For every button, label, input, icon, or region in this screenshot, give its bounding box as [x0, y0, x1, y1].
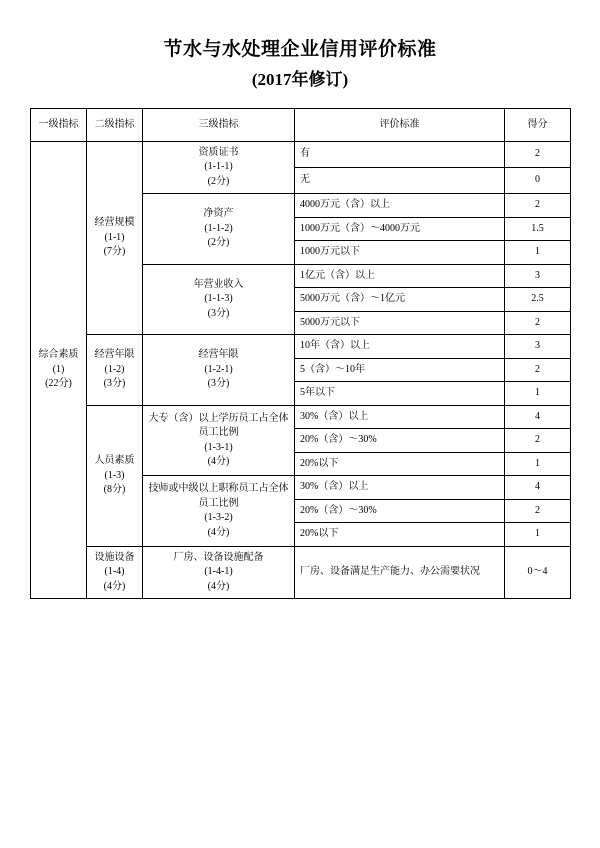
criteria-cell: 20%以下: [295, 523, 505, 547]
criteria-cell: 5000万元（含）～1亿元: [295, 288, 505, 312]
table-row: [31, 141, 571, 167]
level2-cell-personnel-quality: [87, 405, 143, 546]
level2-line: (7分): [103, 246, 126, 258]
level2-line: (8分): [103, 484, 126, 496]
score-cell: 2: [505, 358, 571, 382]
score-cell: 2.5: [505, 288, 571, 312]
level3-cell-annual-revenue: [143, 264, 295, 335]
level3-line: 员工比例: [198, 427, 239, 439]
score-cell: 2: [505, 194, 571, 218]
level3-line: (1-1-2): [204, 222, 233, 234]
criteria-cell: 20%（含）～30%: [295, 499, 505, 523]
score-cell: 2: [505, 499, 571, 523]
criteria-cell: 5年以下: [295, 382, 505, 406]
level2-line: 设施设备: [94, 551, 135, 563]
page-title: 节水与水处理企业信用评价标准: [163, 39, 437, 60]
column-header-level3: 三级指标: [143, 108, 295, 141]
score-cell: 3: [505, 335, 571, 359]
level3-line: (3分): [207, 307, 230, 319]
level3-line: 大专（含）以上学历员工占全体: [148, 412, 289, 424]
level3-line: (1-1-3): [204, 293, 233, 305]
level2-cell-business-scale: [87, 141, 143, 335]
score-cell: 2: [505, 311, 571, 335]
level3-line: (4分): [207, 526, 230, 538]
document-title-block: [30, 0, 570, 91]
level1-line: 综合素质: [38, 349, 79, 361]
level3-line: 年营业收入: [193, 278, 244, 290]
level2-line: (1-2): [104, 363, 125, 375]
criteria-cell: 30%（含）以上: [295, 476, 505, 500]
score-cell: 3: [505, 264, 571, 288]
criteria-cell: 厂房、设备满足生产能力、办公需要状况: [295, 546, 505, 599]
criteria-cell: 20%（含）～30%: [295, 429, 505, 453]
level3-cell-education-ratio: [143, 405, 295, 476]
score-cell: 4: [505, 476, 571, 500]
criteria-cell: 30%（含）以上: [295, 405, 505, 429]
column-header-level2: 二级指标: [87, 108, 143, 141]
score-cell: 4: [505, 405, 571, 429]
level3-line: 厂房、设备设施配备: [173, 551, 264, 563]
level3-line: (4分): [207, 456, 230, 468]
level2-line: 经营规模: [94, 217, 135, 229]
score-cell: 0: [505, 168, 571, 194]
column-header-score: 得分: [505, 108, 571, 141]
column-header-criteria: 评价标准: [295, 108, 505, 141]
criteria-cell: 10年（含）以上: [295, 335, 505, 359]
level3-line: (4分): [207, 580, 230, 592]
level2-line: (1-4): [104, 566, 125, 578]
score-cell: 1.5: [505, 217, 571, 241]
level1-line: (1): [52, 363, 65, 375]
page-subtitle: (2017年修订): [251, 69, 349, 89]
table-header-row: [31, 108, 571, 141]
score-cell: 1: [505, 382, 571, 406]
level3-line: 净资产: [203, 208, 234, 220]
level3-line: 资质证书: [198, 146, 239, 158]
criteria-cell: 有: [295, 141, 505, 167]
criteria-cell: 4000万元（含）以上: [295, 194, 505, 218]
level2-line: (3分): [103, 378, 126, 390]
criteria-cell: 5（含）～10年: [295, 358, 505, 382]
column-header-level1: 一级指标: [31, 108, 87, 141]
level3-line: (1-2-1): [204, 363, 233, 375]
evaluation-criteria-table: [30, 108, 571, 600]
table-row: [31, 546, 571, 599]
level3-cell-qualification-certificate: [143, 141, 295, 194]
level3-line: 技师或中级以上职称员工占全体: [148, 483, 289, 495]
level3-line: (1-1-1): [204, 161, 233, 173]
level1-line: (22分): [45, 378, 72, 390]
level2-cell-facilities-equipment: [87, 546, 143, 599]
level2-line: (1-1): [104, 231, 125, 243]
table-row: [31, 405, 571, 429]
criteria-cell: 1000万元以下: [295, 241, 505, 265]
level1-cell-comprehensive-quality: [31, 141, 87, 599]
level3-line: 经营年限: [198, 349, 239, 361]
level3-line: (2分): [207, 175, 230, 187]
level3-cell-plant-equipment: [143, 546, 295, 599]
score-cell: 1: [505, 523, 571, 547]
level2-line: 经营年限: [94, 349, 135, 361]
level3-line: (1-3-1): [204, 441, 233, 453]
level3-line: (1-3-2): [204, 512, 233, 524]
criteria-cell: 20%以下: [295, 452, 505, 476]
level3-cell-net-assets: [143, 194, 295, 265]
level3-cell-technician-ratio: [143, 476, 295, 547]
criteria-cell: 5000万元以下: [295, 311, 505, 335]
score-cell: 1: [505, 452, 571, 476]
criteria-cell: 1000万元（含）～4000万元: [295, 217, 505, 241]
level2-line: 人员素质: [94, 455, 135, 467]
level2-cell-business-years: [87, 335, 143, 406]
score-cell: 2: [505, 429, 571, 453]
level2-line: (4分): [103, 580, 126, 592]
score-cell: 2: [505, 141, 571, 167]
criteria-cell: 1亿元（含）以上: [295, 264, 505, 288]
level3-line: (1-4-1): [204, 566, 233, 578]
level3-line: 员工比例: [198, 497, 239, 509]
level3-cell-business-years: [143, 335, 295, 406]
level2-line: (1-3): [104, 469, 125, 481]
level3-line: (2分): [207, 237, 230, 249]
score-cell: 0～4: [505, 546, 571, 599]
table-row: [31, 335, 571, 359]
level3-line: (3分): [207, 378, 230, 390]
criteria-cell: 无: [295, 168, 505, 194]
score-cell: 1: [505, 241, 571, 265]
